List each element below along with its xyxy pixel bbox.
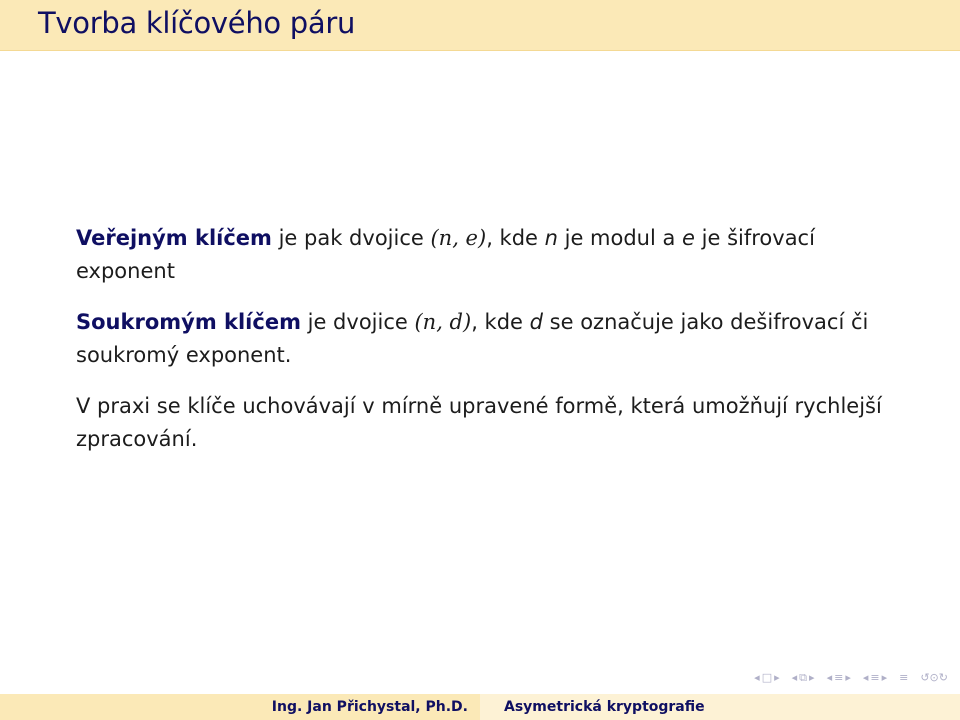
footer-topic-box bbox=[480, 694, 960, 720]
paragraph-private-key bbox=[76, 306, 916, 372]
p2-var-d: d bbox=[529, 310, 543, 334]
arrow-right-icon[interactable]: ▸ bbox=[845, 671, 851, 684]
private-key-term: Soukromým klíčem bbox=[76, 310, 301, 334]
title-bar bbox=[0, 0, 960, 51]
p1-text-4: je šifrovací exponent bbox=[76, 226, 815, 283]
align-icon[interactable]: ≡ bbox=[899, 671, 909, 684]
p1-var-n: n bbox=[544, 226, 558, 250]
public-key-term: Veřejným klíčem bbox=[76, 226, 272, 250]
p2-text-1: je dvojice bbox=[300, 310, 415, 334]
p1-text-3: je modul a bbox=[557, 226, 683, 250]
p1-math-pair bbox=[430, 226, 486, 250]
footer-topic: Asymetrická kryptografie bbox=[504, 699, 705, 715]
p2-math-pair-text: (n, d) bbox=[414, 310, 472, 334]
arrow-left-icon[interactable]: ◂ bbox=[862, 671, 869, 684]
arrow-right-icon[interactable]: ▸ bbox=[774, 671, 780, 684]
section-icon[interactable]: ≡ bbox=[870, 671, 880, 684]
footer-author-box bbox=[0, 694, 480, 720]
nav-search-group bbox=[920, 672, 948, 684]
p2-text-3: se označuje jako dešifrovací či soukromý exponent. bbox=[76, 310, 869, 367]
p1-var-e: e bbox=[682, 226, 695, 250]
subsection-icon[interactable]: ⧉ bbox=[799, 671, 808, 684]
footer bbox=[0, 694, 960, 720]
search-icon[interactable]: ↺⊙↻ bbox=[920, 671, 948, 684]
nav-frame-group bbox=[754, 672, 779, 684]
p1-text-2: , kde bbox=[486, 226, 545, 250]
slide-title: Tvorba klíčového páru bbox=[38, 6, 356, 40]
paragraph-public-key bbox=[76, 222, 916, 288]
p1-text-1: je pak dvojice bbox=[271, 226, 431, 250]
frame-icon[interactable]: □ bbox=[761, 671, 773, 684]
p2-math-pair bbox=[414, 310, 471, 334]
slide-body bbox=[76, 222, 916, 474]
p1-math-pair-text: (n, e) bbox=[430, 226, 487, 250]
nav-align-group bbox=[899, 672, 908, 684]
navigation-symbols bbox=[746, 670, 948, 686]
nav-part-group bbox=[863, 672, 887, 684]
arrow-right-icon[interactable]: ▸ bbox=[809, 671, 815, 684]
p2-text-2: , kde bbox=[471, 310, 530, 334]
paragraph-practice: V praxi se klíče uchovávají v mírně upravené formě, která umožňují rychlejší zpracování. bbox=[76, 394, 882, 451]
nav-subsection-group bbox=[792, 672, 815, 684]
arrow-left-icon[interactable]: ◂ bbox=[826, 671, 833, 684]
arrow-right-icon[interactable]: ▸ bbox=[881, 671, 888, 684]
nav-section-group bbox=[827, 672, 851, 684]
arrow-left-icon[interactable]: ◂ bbox=[791, 671, 798, 684]
arrow-left-icon[interactable]: ◂ bbox=[754, 671, 760, 684]
section-icon[interactable]: ≡ bbox=[834, 671, 844, 684]
footer-author: Ing. Jan Přichystal, Ph.D. bbox=[271, 699, 468, 715]
